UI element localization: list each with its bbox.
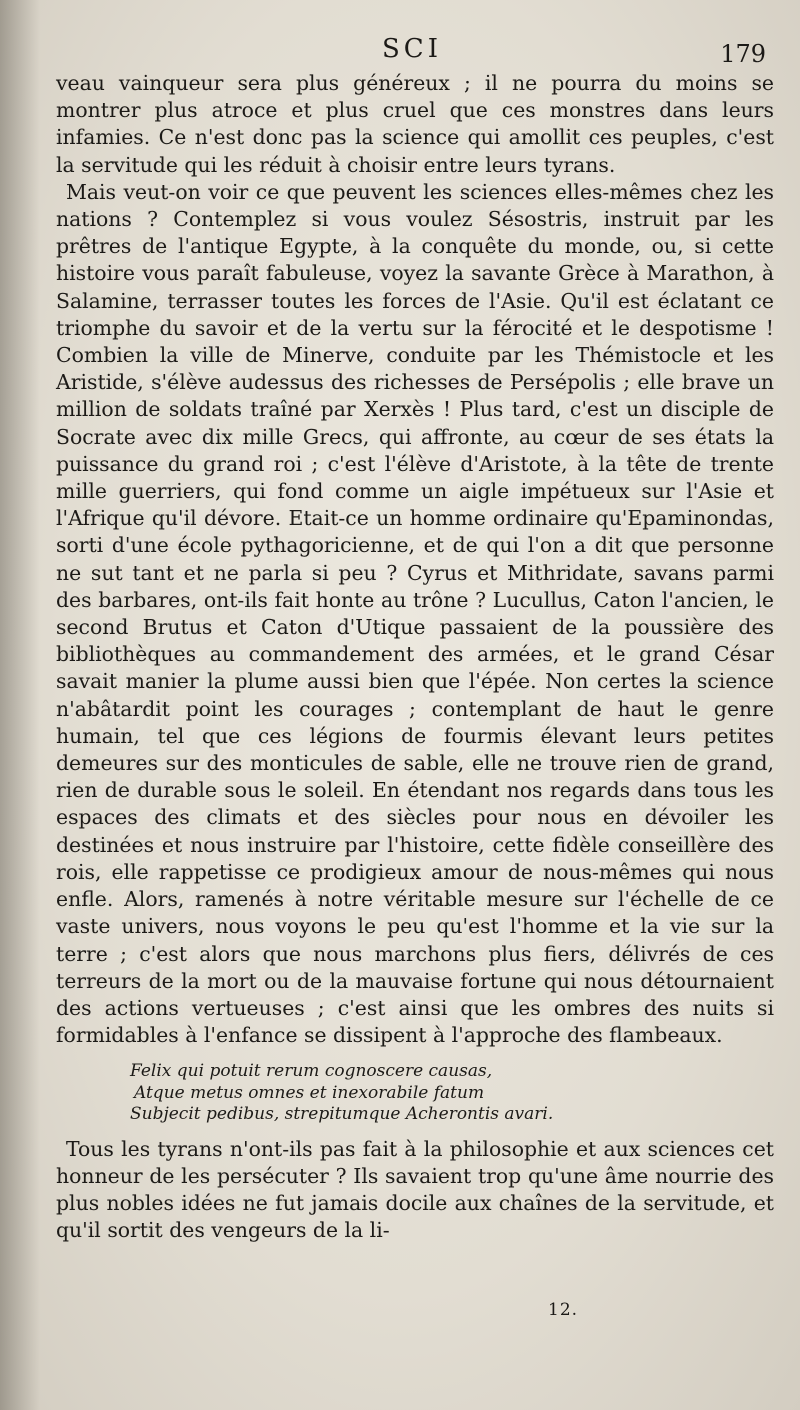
paragraph-continuation: veau vainqueur sera plus généreux ; il ne pourra du moins se montrer plus atroce et plus cruel que ces monstres dans leurs infamies. Ce n'est donc pas la science qui amollit ces peuples, c'est la servitude qui les réduit à choisir entre leurs tyrans. (56, 71, 774, 177)
body-text (56, 70, 774, 1245)
binding-gutter-shadow (0, 0, 40, 1410)
page-header (58, 34, 766, 74)
verse-line: Atque metus omnes et inexorabile fatum (134, 1082, 485, 1103)
paragraph-tyrans: Tous les tyrans n'ont-ils pas fait à la philosophie et aux sciences cet honneur de les persécuter ? Ils savaient trop qu'une âme nourrie des plus nobles idées ne fut jamais docile aux chaînes de la servitude, et qu'il sortit des vengeurs de la li- (56, 1136, 774, 1243)
latin-verse-quotation (130, 1061, 774, 1126)
running-head: SCI (382, 34, 442, 64)
verse-line: Subjecit pedibus, strepitumque Acherontis avari. (130, 1104, 554, 1125)
verse-line: Felix qui potuit rerum cognoscere causas, (130, 1061, 493, 1082)
signature-mark: 12. (548, 1300, 579, 1320)
page-number: 179 (720, 40, 766, 68)
paragraph-sciences: Mais veut-on voir ce que peuvent les sciences elles-mêmes chez les nations ? Contemplez si vous voulez Sésostris, instruit par les prêtres de l'antique Egypte, à la conquête du monde, ou, si cette histoire vous paraît fabuleuse, voyez la savante Grèce à Marathon, à Salamine, terrasser toutes les forces de l'Asie. Qu'il est éclatant ce triomphe du savoir et de la vertu sur la férocité et le despotisme ! Combien la ville de Minerve, conduite par les Thémistocle et les Aristide, s'élève audessus des richesses de Persépolis ; elle brave un million de soldats traîné par Xerxès ! Plus tard, c'est un disciple de Socrate avec dix mille Grecs, qui affronte, au cœur de ses états la puissance du grand roi ; c'est l'élève d'Aristote, à la tête de trente mille guerriers, qui fond comme un aigle impétueux sur l'Asie et l'Afrique qu'il dévore. Etait-ce un homme ordinaire qu'Epaminondas, sorti d'une école pythagoricienne, et de qui l'on a dit que personne ne sut tant et ne parla si peu ? Cyrus et Mithridate, savans parmi des barbares, ont-ils fait honte au trône ? Lucullus, Caton l'ancien, le second Brutus et Caton d'Utique passaient de la poussière des bibliothèques au commandement des armées, et le grand César savait manier la plume aussi bien que l'épée. Non certes la science n'abâtardit point les courages ; contemplant de haut le genre humain, tel que ces légions de fourmis élevant leurs petites demeures sur des monticules de sable, elle ne trouve rien de grand, rien de durable sous le soleil. En étendant nos regards dans tous les espaces des climats et des siècles pour nous en dévoiler les destinées et nous instruire par l'histoire, cette fidèle conseillère des rois, elle rappetisse ce prodigieux amour de nous-mêmes qui nous enfle. Alors, ramenés à notre véritable mesure sur l'échelle de ce vaste univers, nous voyons le peu qu'est l'homme et la vie sur la terre ; c'est alors que nous marchons plus fiers, délivrés de ces terreurs de la mort ou de la mauvaise fortune qui nous détournaient des actions vertueuses ; c'est ainsi que les ombres des nuits si formidables à l'enfance se dissipent à l'approche des flambeaux. (56, 179, 774, 1048)
